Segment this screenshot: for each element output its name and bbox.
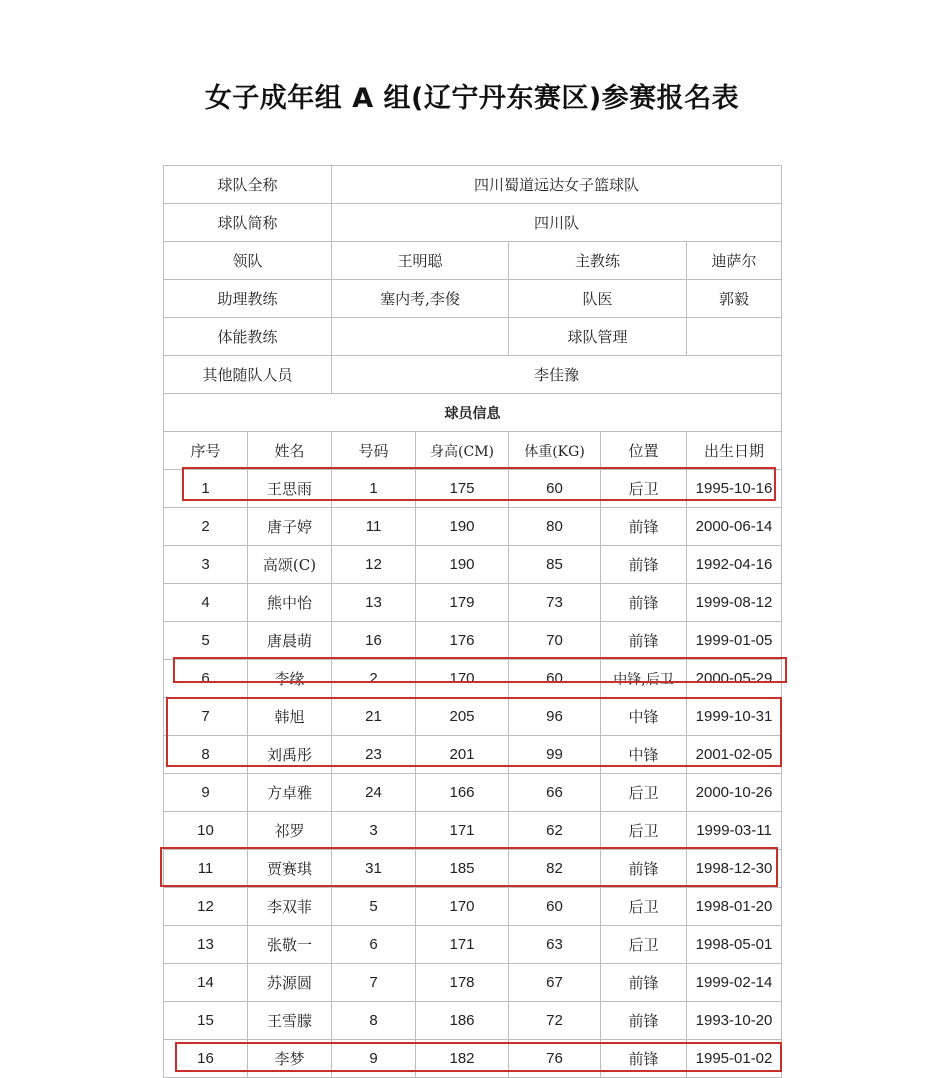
table-row xyxy=(164,926,782,964)
player-name: 苏源圆 xyxy=(248,964,332,1002)
player-number: 2 xyxy=(332,660,416,698)
team-short-name-label: 球队简称 xyxy=(164,204,332,242)
players-header-row xyxy=(164,432,782,470)
player-position: 前锋 xyxy=(601,964,687,1002)
player-height: 178 xyxy=(416,964,509,1002)
player-index: 3 xyxy=(164,546,248,584)
player-birthdate: 2000-10-26 xyxy=(687,774,782,812)
player-index: 2 xyxy=(164,508,248,546)
fitness-row xyxy=(164,318,782,356)
player-position: 前锋 xyxy=(601,1040,687,1078)
header-position: 位置 xyxy=(601,432,687,470)
player-name: 张敬一 xyxy=(248,926,332,964)
player-number: 1 xyxy=(332,470,416,508)
table-row xyxy=(164,774,782,812)
player-index: 13 xyxy=(164,926,248,964)
player-index: 12 xyxy=(164,888,248,926)
player-birthdate: 1992-04-16 xyxy=(687,546,782,584)
player-number: 6 xyxy=(332,926,416,964)
player-index: 7 xyxy=(164,698,248,736)
page-title: 女子成年组 A 组(辽宁丹东赛区)参赛报名表 xyxy=(204,83,740,114)
table-row xyxy=(164,888,782,926)
player-weight: 62 xyxy=(509,812,601,850)
table-row xyxy=(164,1040,782,1078)
player-position: 前锋 xyxy=(601,546,687,584)
player-position: 前锋 xyxy=(601,622,687,660)
player-height: 171 xyxy=(416,926,509,964)
registration-form-table xyxy=(163,165,782,1078)
player-birthdate: 1999-02-14 xyxy=(687,964,782,1002)
player-index: 8 xyxy=(164,736,248,774)
player-name: 王雪朦 xyxy=(248,1002,332,1040)
player-weight: 70 xyxy=(509,622,601,660)
player-birthdate: 1999-01-05 xyxy=(687,622,782,660)
player-name: 刘禹彤 xyxy=(248,736,332,774)
player-name: 方卓雅 xyxy=(248,774,332,812)
player-index: 1 xyxy=(164,470,248,508)
player-birthdate: 1998-12-30 xyxy=(687,850,782,888)
player-position: 前锋 xyxy=(601,584,687,622)
table-row xyxy=(164,546,782,584)
player-name: 韩旭 xyxy=(248,698,332,736)
player-name: 贾赛琪 xyxy=(248,850,332,888)
player-height: 175 xyxy=(416,470,509,508)
player-birthdate: 1993-10-20 xyxy=(687,1002,782,1040)
table-row xyxy=(164,470,782,508)
player-name: 王思雨 xyxy=(248,470,332,508)
player-weight: 60 xyxy=(509,888,601,926)
player-weight: 96 xyxy=(509,698,601,736)
player-index: 4 xyxy=(164,584,248,622)
player-number: 21 xyxy=(332,698,416,736)
fitness-coach-value xyxy=(332,318,509,356)
player-birthdate: 1998-01-20 xyxy=(687,888,782,926)
players-section-row xyxy=(164,394,782,432)
player-number: 11 xyxy=(332,508,416,546)
leader-label: 领队 xyxy=(164,242,332,280)
player-number: 8 xyxy=(332,1002,416,1040)
player-weight: 60 xyxy=(509,660,601,698)
player-index: 16 xyxy=(164,1040,248,1078)
assistant-coach-value: 塞内考,李俊 xyxy=(332,280,509,318)
player-position: 中锋 xyxy=(601,736,687,774)
player-height: 205 xyxy=(416,698,509,736)
player-index: 6 xyxy=(164,660,248,698)
player-height: 171 xyxy=(416,812,509,850)
team-full-name-value: 四川蜀道远达女子篮球队 xyxy=(332,166,782,204)
player-position: 前锋 xyxy=(601,850,687,888)
player-index: 9 xyxy=(164,774,248,812)
header-name: 姓名 xyxy=(248,432,332,470)
player-height: 166 xyxy=(416,774,509,812)
player-height: 170 xyxy=(416,888,509,926)
player-number: 31 xyxy=(332,850,416,888)
leader-row xyxy=(164,242,782,280)
head-coach-value: 迪萨尔 xyxy=(687,242,782,280)
head-coach-label: 主教练 xyxy=(509,242,687,280)
team-short-name-row xyxy=(164,204,782,242)
table-row xyxy=(164,812,782,850)
team-doctor-value: 郭毅 xyxy=(687,280,782,318)
player-index: 14 xyxy=(164,964,248,1002)
fitness-coach-label: 体能教练 xyxy=(164,318,332,356)
player-number: 7 xyxy=(332,964,416,1002)
table-row xyxy=(164,660,782,698)
player-name: 熊中怡 xyxy=(248,584,332,622)
player-height: 182 xyxy=(416,1040,509,1078)
player-height: 190 xyxy=(416,546,509,584)
header-number: 号码 xyxy=(332,432,416,470)
player-position: 后卫 xyxy=(601,812,687,850)
table-row xyxy=(164,964,782,1002)
header-index: 序号 xyxy=(164,432,248,470)
player-weight: 63 xyxy=(509,926,601,964)
player-weight: 66 xyxy=(509,774,601,812)
player-index: 5 xyxy=(164,622,248,660)
team-full-name-row xyxy=(164,166,782,204)
player-position: 后卫 xyxy=(601,926,687,964)
header-birthdate: 出生日期 xyxy=(687,432,782,470)
other-staff-row xyxy=(164,356,782,394)
player-name: 唐晨萌 xyxy=(248,622,332,660)
table-row xyxy=(164,850,782,888)
header-weight: 体重(KG) xyxy=(509,432,601,470)
player-position: 中锋 xyxy=(601,698,687,736)
player-number: 24 xyxy=(332,774,416,812)
player-index: 11 xyxy=(164,850,248,888)
player-number: 12 xyxy=(332,546,416,584)
player-birthdate: 2001-02-05 xyxy=(687,736,782,774)
player-birthdate: 1999-10-31 xyxy=(687,698,782,736)
team-short-name-value: 四川队 xyxy=(332,204,782,242)
player-index: 10 xyxy=(164,812,248,850)
player-height: 170 xyxy=(416,660,509,698)
player-name: 唐子婷 xyxy=(248,508,332,546)
table-row xyxy=(164,584,782,622)
player-name: 李缘 xyxy=(248,660,332,698)
player-name: 祁罗 xyxy=(248,812,332,850)
player-weight: 60 xyxy=(509,470,601,508)
table-row xyxy=(164,1002,782,1040)
player-weight: 82 xyxy=(509,850,601,888)
player-height: 179 xyxy=(416,584,509,622)
player-height: 176 xyxy=(416,622,509,660)
player-name: 李梦 xyxy=(248,1040,332,1078)
player-weight: 85 xyxy=(509,546,601,584)
table-row xyxy=(164,698,782,736)
player-height: 186 xyxy=(416,1002,509,1040)
player-height: 190 xyxy=(416,508,509,546)
leader-value: 王明聪 xyxy=(332,242,509,280)
player-number: 16 xyxy=(332,622,416,660)
player-position: 前锋 xyxy=(601,508,687,546)
other-staff-value: 李佳豫 xyxy=(332,356,782,394)
player-weight: 80 xyxy=(509,508,601,546)
player-number: 23 xyxy=(332,736,416,774)
player-birthdate: 1999-03-11 xyxy=(687,812,782,850)
player-height: 201 xyxy=(416,736,509,774)
other-staff-label: 其他随队人员 xyxy=(164,356,332,394)
player-weight: 99 xyxy=(509,736,601,774)
table-row xyxy=(164,508,782,546)
player-position: 中锋,后卫 xyxy=(601,660,687,698)
player-index: 15 xyxy=(164,1002,248,1040)
player-weight: 67 xyxy=(509,964,601,1002)
header-height: 身高(CM) xyxy=(416,432,509,470)
player-number: 3 xyxy=(332,812,416,850)
player-birthdate: 2000-06-14 xyxy=(687,508,782,546)
player-name: 李双菲 xyxy=(248,888,332,926)
player-position: 后卫 xyxy=(601,888,687,926)
player-number: 13 xyxy=(332,584,416,622)
player-weight: 76 xyxy=(509,1040,601,1078)
player-position: 后卫 xyxy=(601,470,687,508)
player-birthdate: 1995-10-16 xyxy=(687,470,782,508)
player-weight: 73 xyxy=(509,584,601,622)
player-birthdate: 1999-08-12 xyxy=(687,584,782,622)
team-doctor-label: 队医 xyxy=(509,280,687,318)
player-birthdate: 1995-01-02 xyxy=(687,1040,782,1078)
assistant-coach-label: 助理教练 xyxy=(164,280,332,318)
table-row xyxy=(164,622,782,660)
player-name: 高颂(C) xyxy=(248,546,332,584)
player-weight: 72 xyxy=(509,1002,601,1040)
player-birthdate: 1998-05-01 xyxy=(687,926,782,964)
team-manager-value xyxy=(687,318,782,356)
team-full-name-label: 球队全称 xyxy=(164,166,332,204)
player-height: 185 xyxy=(416,850,509,888)
player-number: 9 xyxy=(332,1040,416,1078)
assistant-row xyxy=(164,280,782,318)
table-row xyxy=(164,736,782,774)
player-birthdate: 2000-05-29 xyxy=(687,660,782,698)
player-position: 前锋 xyxy=(601,1002,687,1040)
players-section-title: 球员信息 xyxy=(164,394,782,432)
player-number: 5 xyxy=(332,888,416,926)
player-position: 后卫 xyxy=(601,774,687,812)
team-manager-label: 球队管理 xyxy=(509,318,687,356)
